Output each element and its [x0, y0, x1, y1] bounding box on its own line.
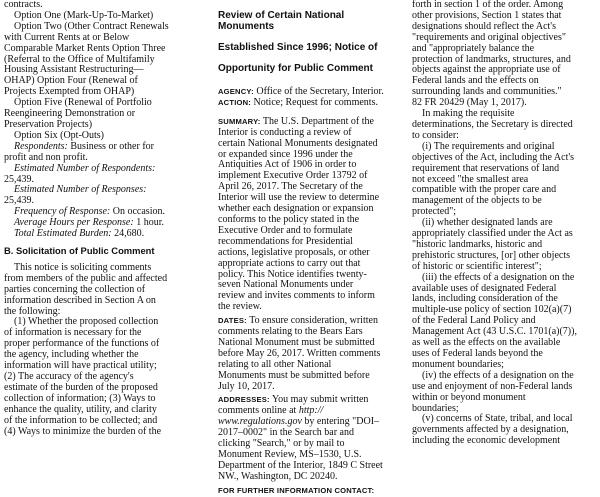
est-respondents-line — [4, 164, 212, 175]
column-left — [4, 0, 212, 437]
text-line: Antiquities Act of 1906 in order to — [218, 159, 357, 171]
text-line: To ensure consideration, written — [249, 315, 378, 327]
text-line: from members of the public and affected — [4, 272, 168, 284]
text-line: Interior is conducting a review of — [218, 126, 352, 138]
text-line: conforms to the policy stated in the — [218, 213, 360, 225]
text-line: www.regulations.gov by entering "DOI– — [218, 416, 380, 428]
agency-label: AGENCY: — [218, 87, 254, 96]
action-line — [218, 98, 402, 109]
text-line: Interior will use the review to determine — [218, 192, 380, 204]
est-respondents-label: Estimated Number of Respondents: — [14, 162, 156, 174]
text-line: You may submit written — [271, 394, 369, 406]
respondents-value: Business or other for — [70, 140, 154, 152]
respondents-label: Respondents: — [14, 140, 68, 152]
hours-label: Average Hours per Response: — [14, 217, 134, 229]
text-line: Projects Exempted from OHAP) — [4, 86, 135, 98]
text-line: Option One (Mark-Up-To-Market) — [14, 9, 154, 21]
list-item-line: (v) concerns of State, tribal, and local — [422, 413, 573, 425]
list-item-line: compatible with the proper care and — [412, 184, 557, 196]
list-item-line: not exceed "the smallest area — [412, 173, 529, 185]
text-line: Federal lands and the effects on — [412, 75, 539, 87]
text-line: implement Executive Order 13792 of — [218, 170, 368, 182]
action-label: ACTION: — [218, 97, 252, 107]
text-line: forth in section 1 of the order. Among — [412, 0, 564, 10]
list-item-line: within or beyond monument — [412, 391, 526, 403]
text-line: clicking "Search," or by mail to — [218, 438, 345, 450]
list-item-line: uses of Federal lands beyond the — [412, 348, 543, 359]
text-line: (Referral to the Office of Multifamily — [4, 53, 155, 65]
burden-label: Total Estimated Burden: — [14, 228, 112, 240]
text-line: Option Five (Renewal of Portfolio — [14, 97, 152, 109]
text-line: to consider: — [412, 129, 459, 141]
text-line: actions, legislative proposals, or other — [218, 246, 370, 258]
text-line: seven National Monuments under — [218, 279, 354, 291]
list-item-line: boundaries; — [412, 402, 459, 414]
text-line: comments relating to the Bears Ears — [218, 326, 363, 338]
text-line: comments online at http:// — [218, 405, 324, 417]
hours-value: 1 hour. — [136, 217, 164, 229]
section-b-heading: B. Solicitation of Public Comment — [4, 244, 155, 256]
text-line: proper performance of the functions of — [4, 338, 160, 350]
text-line: Preservation Projects) — [4, 118, 93, 130]
list-item-line: of the Federal Land Policy and — [412, 315, 536, 327]
text-line: Monuments must be submitted before — [218, 369, 370, 381]
text-line: 2017–0002" in the Search bar and — [218, 427, 354, 439]
text-line: 82 FR 20429 (May 1, 2017). — [412, 97, 527, 109]
list-item-line: protected"; — [412, 206, 457, 218]
list-item-line: (ii) whether designated lands are — [422, 217, 553, 229]
list-item-line: prehistoric structures, [or] other objects — [412, 249, 571, 261]
list-item-line: requirement that reservations of land — [412, 162, 560, 174]
text-line: profit and non profit. — [4, 151, 88, 163]
notice-heading-line: Review of Certain National Monuments — [218, 10, 345, 32]
text-line: Housing Assistant Restructuring— — [4, 64, 144, 76]
text-line: collection of information; (3) Ways to — [4, 392, 156, 404]
text-line: Department of the Interior, 1849 C Street — [218, 459, 383, 471]
agency-value: Office of the Secretary, Interior. — [256, 86, 384, 97]
text-line: with Current Rents at or Below — [4, 31, 130, 43]
text-line: enhance the quality, utility, and clarity — [4, 403, 157, 415]
text-line: of information is necessary for the — [4, 327, 142, 339]
text-line: July 10, 2017. — [218, 380, 275, 392]
regulations-link-cont[interactable]: www.regulations.gov — [218, 416, 302, 428]
text-line: protection of landmarks, structures, and — [412, 53, 571, 65]
text-line: April 26, 2017. The Secretary of the — [218, 181, 363, 193]
list-item-line: (i) The requirements and original — [422, 140, 555, 152]
list-item-line: management of the objects to be — [412, 195, 542, 207]
list-item-line: multiple-use policy of section 102(a)(7) — [412, 304, 572, 316]
addresses-label: ADDRESSES: — [218, 395, 270, 405]
text-line: (4) Ways to minimize the burden of the — [4, 425, 162, 437]
action-value: Notice; Request for comments. — [253, 96, 378, 108]
text-line: In making the requisite — [422, 108, 515, 120]
text-line: This notice is soliciting comments — [14, 261, 152, 273]
text-line: Executive Order and to formulate — [218, 224, 353, 236]
burden-line — [4, 229, 212, 240]
text-line: other provisions, Section 1 states that — [412, 9, 562, 21]
list-item-line: including the economic development — [412, 435, 561, 447]
summary-label: SUMMARY: — [218, 116, 261, 126]
list-item-line: (iii) the effects of a designation on the — [422, 271, 575, 283]
text-line: contracts. — [4, 0, 43, 10]
list-item-line: Management Act (43 U.S.C. 1701(a)(7)), — [412, 326, 577, 338]
list-item-line: governments affected by a designation, — [412, 424, 569, 436]
est-responses-value: 25,439. — [4, 195, 34, 207]
text-line: Comparable Market Rents Option Three — [4, 42, 166, 54]
text-line: "requirements and original objectives" — [412, 31, 566, 43]
text-line: estimate of the burden of the proposed — [4, 381, 158, 393]
regulations-link[interactable]: http:// — [298, 405, 324, 417]
text-line: determinations, the Secretary is directed — [412, 118, 573, 130]
est-responses-label: Estimated Number of Responses: — [14, 184, 147, 196]
list-item-line: as well as the effects on the available — [412, 337, 561, 349]
est-responses-line — [4, 185, 212, 196]
further-info-label: FOR FURTHER INFORMATION CONTACT: — [218, 485, 375, 495]
text-line: the following: — [4, 305, 61, 317]
frequency-value: On occasion. — [112, 206, 165, 218]
list-item-line: use and enjoyment of non-Federal lands — [412, 380, 573, 392]
text-line: information described in Section A on — [4, 294, 156, 306]
text-line: recommendations for Presidential — [218, 235, 353, 247]
list-item-line: "historic landmarks, historic and — [412, 238, 543, 250]
text-line: relating to all other National — [218, 358, 332, 370]
text-line: Option Six (Opt-Outs) — [14, 129, 104, 141]
list-item-line: objectives of the Act, including the Act's — [412, 151, 575, 163]
text-line: and "appropriately balance the — [412, 42, 535, 54]
est-respondents-value: 25,439. — [4, 173, 34, 185]
list-item-line: lands, including consideration of the — [412, 293, 558, 305]
text-line: the review. — [218, 301, 262, 313]
text-line: Monument Review, MS–1530, U.S. — [218, 449, 362, 460]
text-line: designations should reflect the Act's — [412, 20, 556, 32]
text-line: Reengineering Demonstration or — [4, 108, 136, 120]
list-item-line: available uses of designated Federal — [412, 282, 557, 294]
text-line: or expanded since 1996 under the — [218, 148, 353, 160]
text-line: NW., Washington, DC 20240. — [218, 470, 338, 482]
text-line: (2) The accuracy of the agency's — [4, 371, 134, 382]
column-middle — [218, 0, 402, 495]
text-line: policy. This Notice identifies twenty- — [218, 268, 367, 280]
text-line: information will have practical utility; — [4, 360, 157, 372]
list-item-line: monument boundaries; — [412, 358, 504, 370]
column-right — [412, 0, 596, 447]
text-line: of the information to be collected; and — [4, 414, 158, 426]
notice-heading-line: Opportunity for Public Comment — [218, 63, 373, 74]
text-line: objects against the appropriate use of — [412, 64, 561, 76]
text-line: surrounding lands and communities." — [412, 86, 562, 98]
text-line: certain National Monuments designated — [218, 137, 378, 149]
burden-value: 24,680. — [114, 228, 145, 240]
text-line: National Monument must be submitted — [218, 336, 375, 348]
list-item-line: of historic or scientific interest"; — [412, 260, 542, 272]
text-line: (1) Whether the proposed collection — [14, 316, 159, 328]
dates-label: DATES: — [218, 316, 247, 326]
text-line: OHAP) Option Four (Renewal of — [4, 75, 138, 87]
text-line: The U.S. Department of the — [262, 115, 374, 127]
text-line: Option Two (Other Contract Renewals — [14, 20, 169, 32]
list-item-line: (iv) the effects of a designation on the — [422, 369, 574, 381]
text-line: the agency, including whether the — [4, 349, 139, 361]
text-line: before May 26, 2017. Written comments — [218, 347, 381, 359]
text-line: review and invites comments to inform — [218, 290, 375, 302]
text-line: appropriate actions to carry out that — [218, 257, 361, 269]
notice-heading-line: Established Since 1996; Notice of — [218, 42, 378, 53]
text-line: parties concerning the collection of — [4, 283, 146, 295]
frequency-label: Frequency of Response: — [14, 206, 111, 218]
text-line: whether each designation or expansion — [218, 203, 374, 215]
list-item-line: appropriately classified under the Act as — [412, 228, 573, 240]
